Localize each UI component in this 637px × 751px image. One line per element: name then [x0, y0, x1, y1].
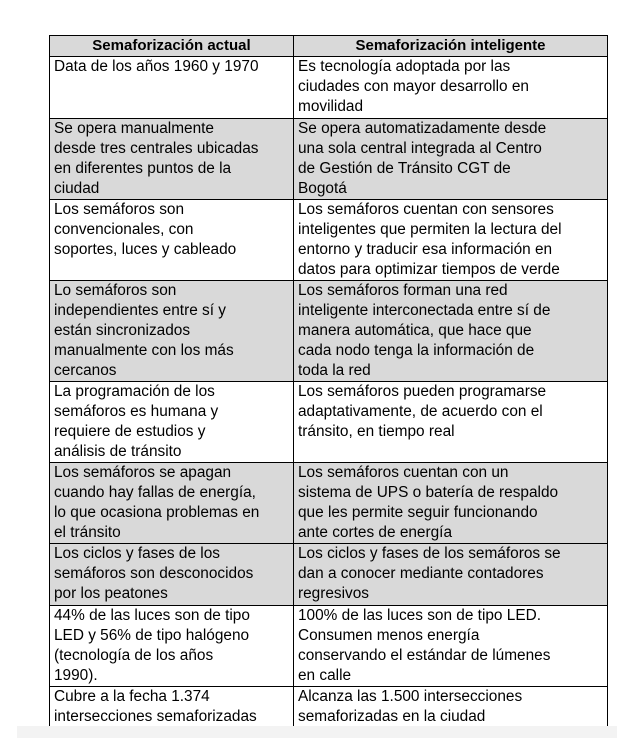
cell-line: por los peatones	[54, 585, 168, 602]
cell-actual	[50, 544, 294, 606]
cell-line: inteligentes que permiten la lectura del	[298, 221, 562, 238]
cell-line: entorno y traducir esa información en	[298, 241, 553, 258]
header-actual: Semaforización actual	[50, 36, 294, 57]
cell-line: Bogotá	[298, 180, 347, 197]
cell-inteligente	[294, 57, 608, 119]
cell-line: inteligente interconectada entre sí de	[298, 302, 551, 319]
cell-line: independientes entre sí y	[54, 302, 226, 319]
cell-actual	[50, 687, 294, 729]
cell-line: Se opera automatizadamente desde	[298, 120, 547, 137]
cell-actual	[50, 606, 294, 687]
cell-line: LED y 56% de tipo halógeno	[54, 627, 250, 644]
cell-actual	[50, 200, 294, 281]
cell-line: Consumen menos energía	[298, 627, 480, 644]
cell-inteligente	[294, 119, 608, 200]
cell-line: conservando el estándar de lúmenes	[298, 647, 551, 664]
cell-line: toda la red	[298, 362, 371, 379]
cell-line: semaforizadas en la ciudad	[298, 708, 486, 725]
cell-line: Los semáforos forman una red	[298, 282, 508, 299]
cell-line: desde tres centrales ubicadas	[54, 140, 259, 157]
cell-line: 1990).	[54, 667, 98, 684]
cell-line: Los semáforos pueden programarse	[298, 383, 547, 400]
cell-line: de Gestión de Tránsito CGT de	[298, 160, 511, 177]
table-row	[50, 606, 608, 687]
cell-line: Es tecnología adoptada por las	[298, 58, 511, 75]
page-bottom-strip	[17, 726, 617, 738]
cell-actual	[50, 382, 294, 463]
cell-line: Los semáforos son	[54, 201, 185, 218]
cell-line: sistema de UPS o batería de respaldo	[298, 484, 559, 501]
cell-line: que les permite seguir funcionando	[298, 504, 538, 521]
cell-line: (tecnología de los años	[54, 647, 214, 664]
cell-line: Lo semáforos son	[54, 282, 177, 299]
cell-actual	[50, 463, 294, 544]
cell-line: el tránsito	[54, 524, 121, 541]
cell-line: una sola central integrada al Centro	[298, 140, 542, 157]
cell-line: están sincronizados	[54, 322, 191, 339]
table-row	[50, 200, 608, 281]
cell-line: tránsito, en tiempo real	[298, 423, 455, 440]
cell-line: convencionales, con	[54, 221, 194, 238]
cell-line: Se opera manualmente	[54, 120, 214, 137]
cell-line: Data de los años 1960 y 1970	[54, 58, 259, 75]
table-row	[50, 119, 608, 200]
cell-line: Los ciclos y fases de los semáforos se	[298, 545, 561, 562]
cell-line: cercanos	[54, 362, 117, 379]
cell-line: en diferentes puntos de la	[54, 160, 232, 177]
cell-actual	[50, 281, 294, 382]
cell-line: cada nodo tenga la información de	[298, 342, 535, 359]
table-row	[50, 57, 608, 119]
header-inteligente: Semaforización inteligente	[294, 36, 608, 57]
cell-actual	[50, 57, 294, 119]
table-row	[50, 544, 608, 606]
cell-line: Los semáforos cuentan con un	[298, 464, 509, 481]
cell-line: Los ciclos y fases de los	[54, 545, 220, 562]
cell-actual	[50, 119, 294, 200]
cell-inteligente	[294, 606, 608, 687]
cell-line: semáforos es humana y	[54, 403, 219, 420]
table-header-row	[50, 36, 608, 57]
cell-line: ante cortes de energía	[298, 524, 453, 541]
cell-inteligente	[294, 463, 608, 544]
table-row	[50, 687, 608, 729]
table-row	[50, 463, 608, 544]
cell-line: requiere de estudios y	[54, 423, 206, 440]
cell-line: Alcanza las 1.500 intersecciones	[298, 688, 523, 705]
table-row	[50, 281, 608, 382]
table-row	[50, 382, 608, 463]
cell-line: Los semáforos cuentan con sensores	[298, 201, 554, 218]
cell-line: Los semáforos se apagan	[54, 464, 232, 481]
cell-line: soportes, luces y cableado	[54, 241, 237, 258]
cell-line: cuando hay fallas de energía,	[54, 484, 256, 501]
cell-line: adaptativamente, de acuerdo con el	[298, 403, 543, 420]
cell-line: datos para optimizar tiempos de verde	[298, 261, 560, 278]
cell-inteligente	[294, 687, 608, 729]
cell-line: Cubre a la fecha 1.374	[54, 688, 210, 705]
cell-inteligente	[294, 544, 608, 606]
cell-line: análisis de tránsito	[54, 443, 182, 460]
comparison-table	[49, 35, 608, 729]
cell-line: manera automática, que hace que	[298, 322, 532, 339]
cell-line: La programación de los	[54, 383, 215, 400]
cell-line: manualmente con los más	[54, 342, 234, 359]
cell-line: movilidad	[298, 98, 364, 115]
cell-inteligente	[294, 200, 608, 281]
cell-inteligente	[294, 382, 608, 463]
cell-line: regresivos	[298, 585, 369, 602]
cell-line: intersecciones semaforizadas	[54, 708, 257, 725]
cell-line: ciudades con mayor desarrollo en	[298, 78, 529, 95]
cell-line: ciudad	[54, 180, 100, 197]
cell-line: lo que ocasiona problemas en	[54, 504, 260, 521]
cell-line: semáforos son desconocidos	[54, 565, 254, 582]
cell-inteligente	[294, 281, 608, 382]
cell-line: 44% de las luces son de tipo	[54, 607, 250, 624]
cell-line: en calle	[298, 667, 352, 684]
cell-line: dan a conocer mediante contadores	[298, 565, 544, 582]
cell-line: 100% de las luces son de tipo LED.	[298, 607, 541, 624]
